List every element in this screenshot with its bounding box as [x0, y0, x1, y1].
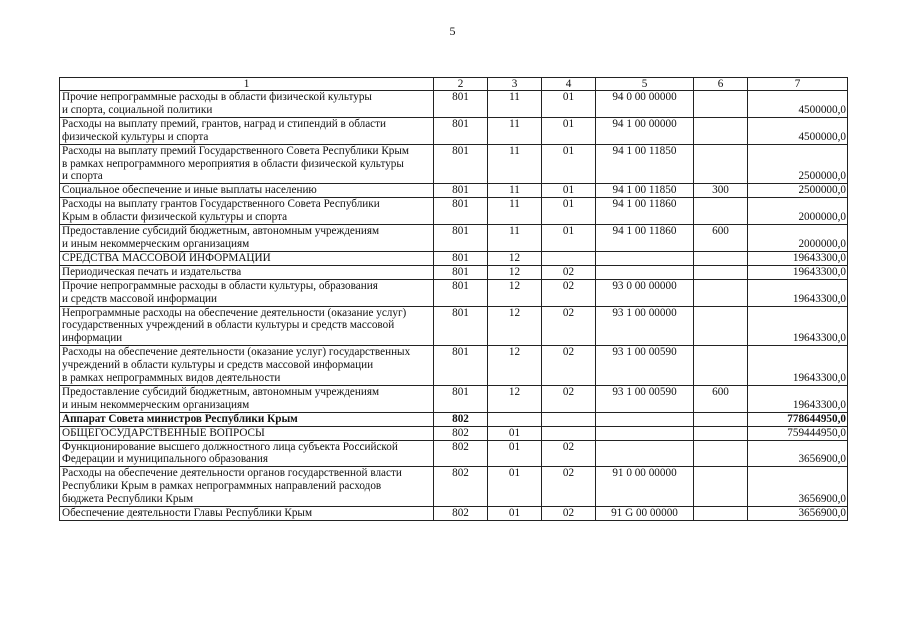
row-expense-type-cell — [694, 144, 748, 184]
table-row — [60, 225, 848, 252]
table-row — [60, 184, 848, 198]
table-row — [60, 385, 848, 412]
row-section-cell: 01 — [488, 440, 542, 467]
row-subsection-cell: 02 — [542, 279, 596, 306]
row-target-article-cell — [596, 426, 694, 440]
row-amount-cell: 2500000,0 — [748, 144, 848, 184]
row-code-ministry-cell: 801 — [434, 117, 488, 144]
row-target-article-cell: 91 0 00 00000 — [596, 467, 694, 507]
header-cell: 7 — [748, 78, 848, 91]
row-amount-cell: 19643300,0 — [748, 346, 848, 386]
row-subsection-cell — [542, 426, 596, 440]
table-row — [60, 507, 848, 521]
row-amount-cell: 2000000,0 — [748, 198, 848, 225]
row-target-article-cell — [596, 265, 694, 279]
row-name-cell: Аппарат Совета министров Республики Крым — [60, 412, 434, 426]
row-amount-cell: 759444950,0 — [748, 426, 848, 440]
row-section-cell: 12 — [488, 385, 542, 412]
row-code-ministry-cell: 801 — [434, 265, 488, 279]
row-expense-type-cell — [694, 306, 748, 346]
row-subsection-cell: 01 — [542, 184, 596, 198]
row-target-article-cell: 94 1 00 00000 — [596, 117, 694, 144]
row-target-article-cell: 91 G 00 00000 — [596, 507, 694, 521]
table-row — [60, 346, 848, 386]
row-code-ministry-cell: 801 — [434, 91, 488, 118]
row-subsection-cell: 02 — [542, 440, 596, 467]
row-name-cell: Предоставление субсидий бюджетным, автономным учреждениям и иным некоммерческим организациям — [60, 225, 434, 252]
row-code-ministry-cell: 801 — [434, 225, 488, 252]
row-target-article-cell: 93 1 00 00590 — [596, 346, 694, 386]
row-expense-type-cell — [694, 346, 748, 386]
row-expense-type-cell — [694, 507, 748, 521]
row-name-cell: Прочие непрограммные расходы в области культуры, образования и средств массовой информации — [60, 279, 434, 306]
row-name-cell: СРЕДСТВА МАССОВОЙ ИНФОРМАЦИИ — [60, 251, 434, 265]
row-expense-type-cell: 600 — [694, 225, 748, 252]
row-amount-cell: 4500000,0 — [748, 117, 848, 144]
row-subsection-cell: 01 — [542, 117, 596, 144]
row-subsection-cell: 01 — [542, 225, 596, 252]
row-expense-type-cell — [694, 265, 748, 279]
row-target-article-cell — [596, 251, 694, 265]
row-section-cell: 11 — [488, 91, 542, 118]
row-target-article-cell: 93 0 00 00000 — [596, 279, 694, 306]
row-target-article-cell: 93 1 00 00590 — [596, 385, 694, 412]
row-amount-cell: 3656900,0 — [748, 467, 848, 507]
row-amount-cell: 2000000,0 — [748, 225, 848, 252]
row-section-cell: 12 — [488, 346, 542, 386]
table-row — [60, 91, 848, 118]
row-target-article-cell: 93 1 00 00000 — [596, 306, 694, 346]
table-row — [60, 467, 848, 507]
row-section-cell: 11 — [488, 117, 542, 144]
row-target-article-cell — [596, 440, 694, 467]
header-cell: 4 — [542, 78, 596, 91]
table-header-row — [60, 78, 848, 91]
row-subsection-cell: 02 — [542, 467, 596, 507]
row-name-cell: Обеспечение деятельности Главы Республики Крым — [60, 507, 434, 521]
row-section-cell: 12 — [488, 279, 542, 306]
row-expense-type-cell — [694, 426, 748, 440]
row-target-article-cell: 94 1 00 11850 — [596, 184, 694, 198]
row-subsection-cell: 01 — [542, 144, 596, 184]
header-cell: 2 — [434, 78, 488, 91]
row-subsection-cell — [542, 251, 596, 265]
table-row — [60, 426, 848, 440]
row-target-article-cell: 94 1 00 11850 — [596, 144, 694, 184]
row-subsection-cell: 02 — [542, 265, 596, 279]
row-name-cell: Расходы на выплату премий Государственного Совета Республики Крым в рамках непрограммного мероприятия в области физической культуры и спорта — [60, 144, 434, 184]
row-target-article-cell — [596, 412, 694, 426]
row-amount-cell: 2500000,0 — [748, 184, 848, 198]
row-section-cell: 11 — [488, 184, 542, 198]
row-section-cell: 01 — [488, 467, 542, 507]
row-section-cell: 12 — [488, 306, 542, 346]
row-code-ministry-cell: 801 — [434, 306, 488, 346]
row-name-cell: Непрограммные расходы на обеспечение деятельности (оказание услуг) государственных учреждений в области культуры и средств массовой информации — [60, 306, 434, 346]
row-expense-type-cell — [694, 440, 748, 467]
row-expense-type-cell — [694, 467, 748, 507]
row-code-ministry-cell: 801 — [434, 198, 488, 225]
page-number: 5 — [449, 24, 456, 38]
table-row — [60, 306, 848, 346]
row-subsection-cell: 02 — [542, 306, 596, 346]
row-amount-cell: 778644950,0 — [748, 412, 848, 426]
row-subsection-cell: 02 — [542, 385, 596, 412]
row-amount-cell: 19643300,0 — [748, 385, 848, 412]
row-name-cell: Расходы на выплату грантов Государственного Совета Республики Крым в области физической культуры и спорта — [60, 198, 434, 225]
row-expense-type-cell — [694, 279, 748, 306]
table-row — [60, 440, 848, 467]
row-code-ministry-cell: 802 — [434, 507, 488, 521]
table-row — [60, 198, 848, 225]
row-code-ministry-cell: 802 — [434, 412, 488, 426]
table-row — [60, 144, 848, 184]
row-code-ministry-cell: 801 — [434, 184, 488, 198]
row-section-cell: 12 — [488, 265, 542, 279]
row-code-ministry-cell: 801 — [434, 144, 488, 184]
row-code-ministry-cell: 802 — [434, 467, 488, 507]
row-expense-type-cell — [694, 91, 748, 118]
row-subsection-cell: 02 — [542, 346, 596, 386]
row-section-cell: 12 — [488, 251, 542, 265]
row-name-cell: Расходы на выплату премий, грантов, наград и стипендий в области физической культуры и спорта — [60, 117, 434, 144]
row-amount-cell: 19643300,0 — [748, 251, 848, 265]
row-section-cell: 11 — [488, 144, 542, 184]
row-name-cell: Периодическая печать и издательства — [60, 265, 434, 279]
row-name-cell: Социальное обеспечение и иные выплаты населению — [60, 184, 434, 198]
row-target-article-cell: 94 0 00 00000 — [596, 91, 694, 118]
row-subsection-cell: 01 — [542, 91, 596, 118]
row-amount-cell: 4500000,0 — [748, 91, 848, 118]
row-code-ministry-cell: 801 — [434, 346, 488, 386]
row-amount-cell: 3656900,0 — [748, 440, 848, 467]
row-expense-type-cell: 600 — [694, 385, 748, 412]
row-name-cell: Расходы на обеспечение деятельности органов государственной власти Республики Крым в рамках непрограммных направлений расходов бюджета Республики Крым — [60, 467, 434, 507]
table-row — [60, 117, 848, 144]
row-name-cell: ОБЩЕГОСУДАРСТВЕННЫЕ ВОПРОСЫ — [60, 426, 434, 440]
row-section-cell: 11 — [488, 198, 542, 225]
row-section-cell: 01 — [488, 507, 542, 521]
row-code-ministry-cell: 801 — [434, 251, 488, 265]
row-section-cell: 01 — [488, 426, 542, 440]
row-amount-cell: 19643300,0 — [748, 279, 848, 306]
row-code-ministry-cell: 801 — [434, 279, 488, 306]
row-amount-cell: 19643300,0 — [748, 265, 848, 279]
row-amount-cell: 3656900,0 — [748, 507, 848, 521]
row-name-cell: Прочие непрограммные расходы в области физической культуры и спорта, социальной политики — [60, 91, 434, 118]
row-section-cell: 11 — [488, 225, 542, 252]
header-cell: 3 — [488, 78, 542, 91]
row-target-article-cell: 94 1 00 11860 — [596, 198, 694, 225]
header-cell: 1 — [60, 78, 434, 91]
row-target-article-cell: 94 1 00 11860 — [596, 225, 694, 252]
row-code-ministry-cell: 802 — [434, 440, 488, 467]
table-row — [60, 279, 848, 306]
row-name-cell: Расходы на обеспечение деятельности (оказание услуг) государственных учреждений в области культуры и средств массовой информации в рамках непрограммных видов деятельности — [60, 346, 434, 386]
row-amount-cell: 19643300,0 — [748, 306, 848, 346]
header-cell: 5 — [596, 78, 694, 91]
row-subsection-cell — [542, 412, 596, 426]
row-code-ministry-cell: 801 — [434, 385, 488, 412]
row-name-cell: Функционирование высшего должностного лица субъекта Российской Федерации и муниципального образования — [60, 440, 434, 467]
table-row — [60, 265, 848, 279]
row-subsection-cell: 01 — [542, 198, 596, 225]
row-code-ministry-cell: 802 — [434, 426, 488, 440]
row-expense-type-cell: 300 — [694, 184, 748, 198]
table-row — [60, 251, 848, 265]
table-row — [60, 412, 848, 426]
header-cell: 6 — [694, 78, 748, 91]
row-expense-type-cell — [694, 412, 748, 426]
row-expense-type-cell — [694, 251, 748, 265]
budget-table — [59, 77, 848, 521]
row-subsection-cell: 02 — [542, 507, 596, 521]
row-section-cell — [488, 412, 542, 426]
row-expense-type-cell — [694, 198, 748, 225]
row-expense-type-cell — [694, 117, 748, 144]
row-name-cell: Предоставление субсидий бюджетным, автономным учреждениям и иным некоммерческим организациям — [60, 385, 434, 412]
